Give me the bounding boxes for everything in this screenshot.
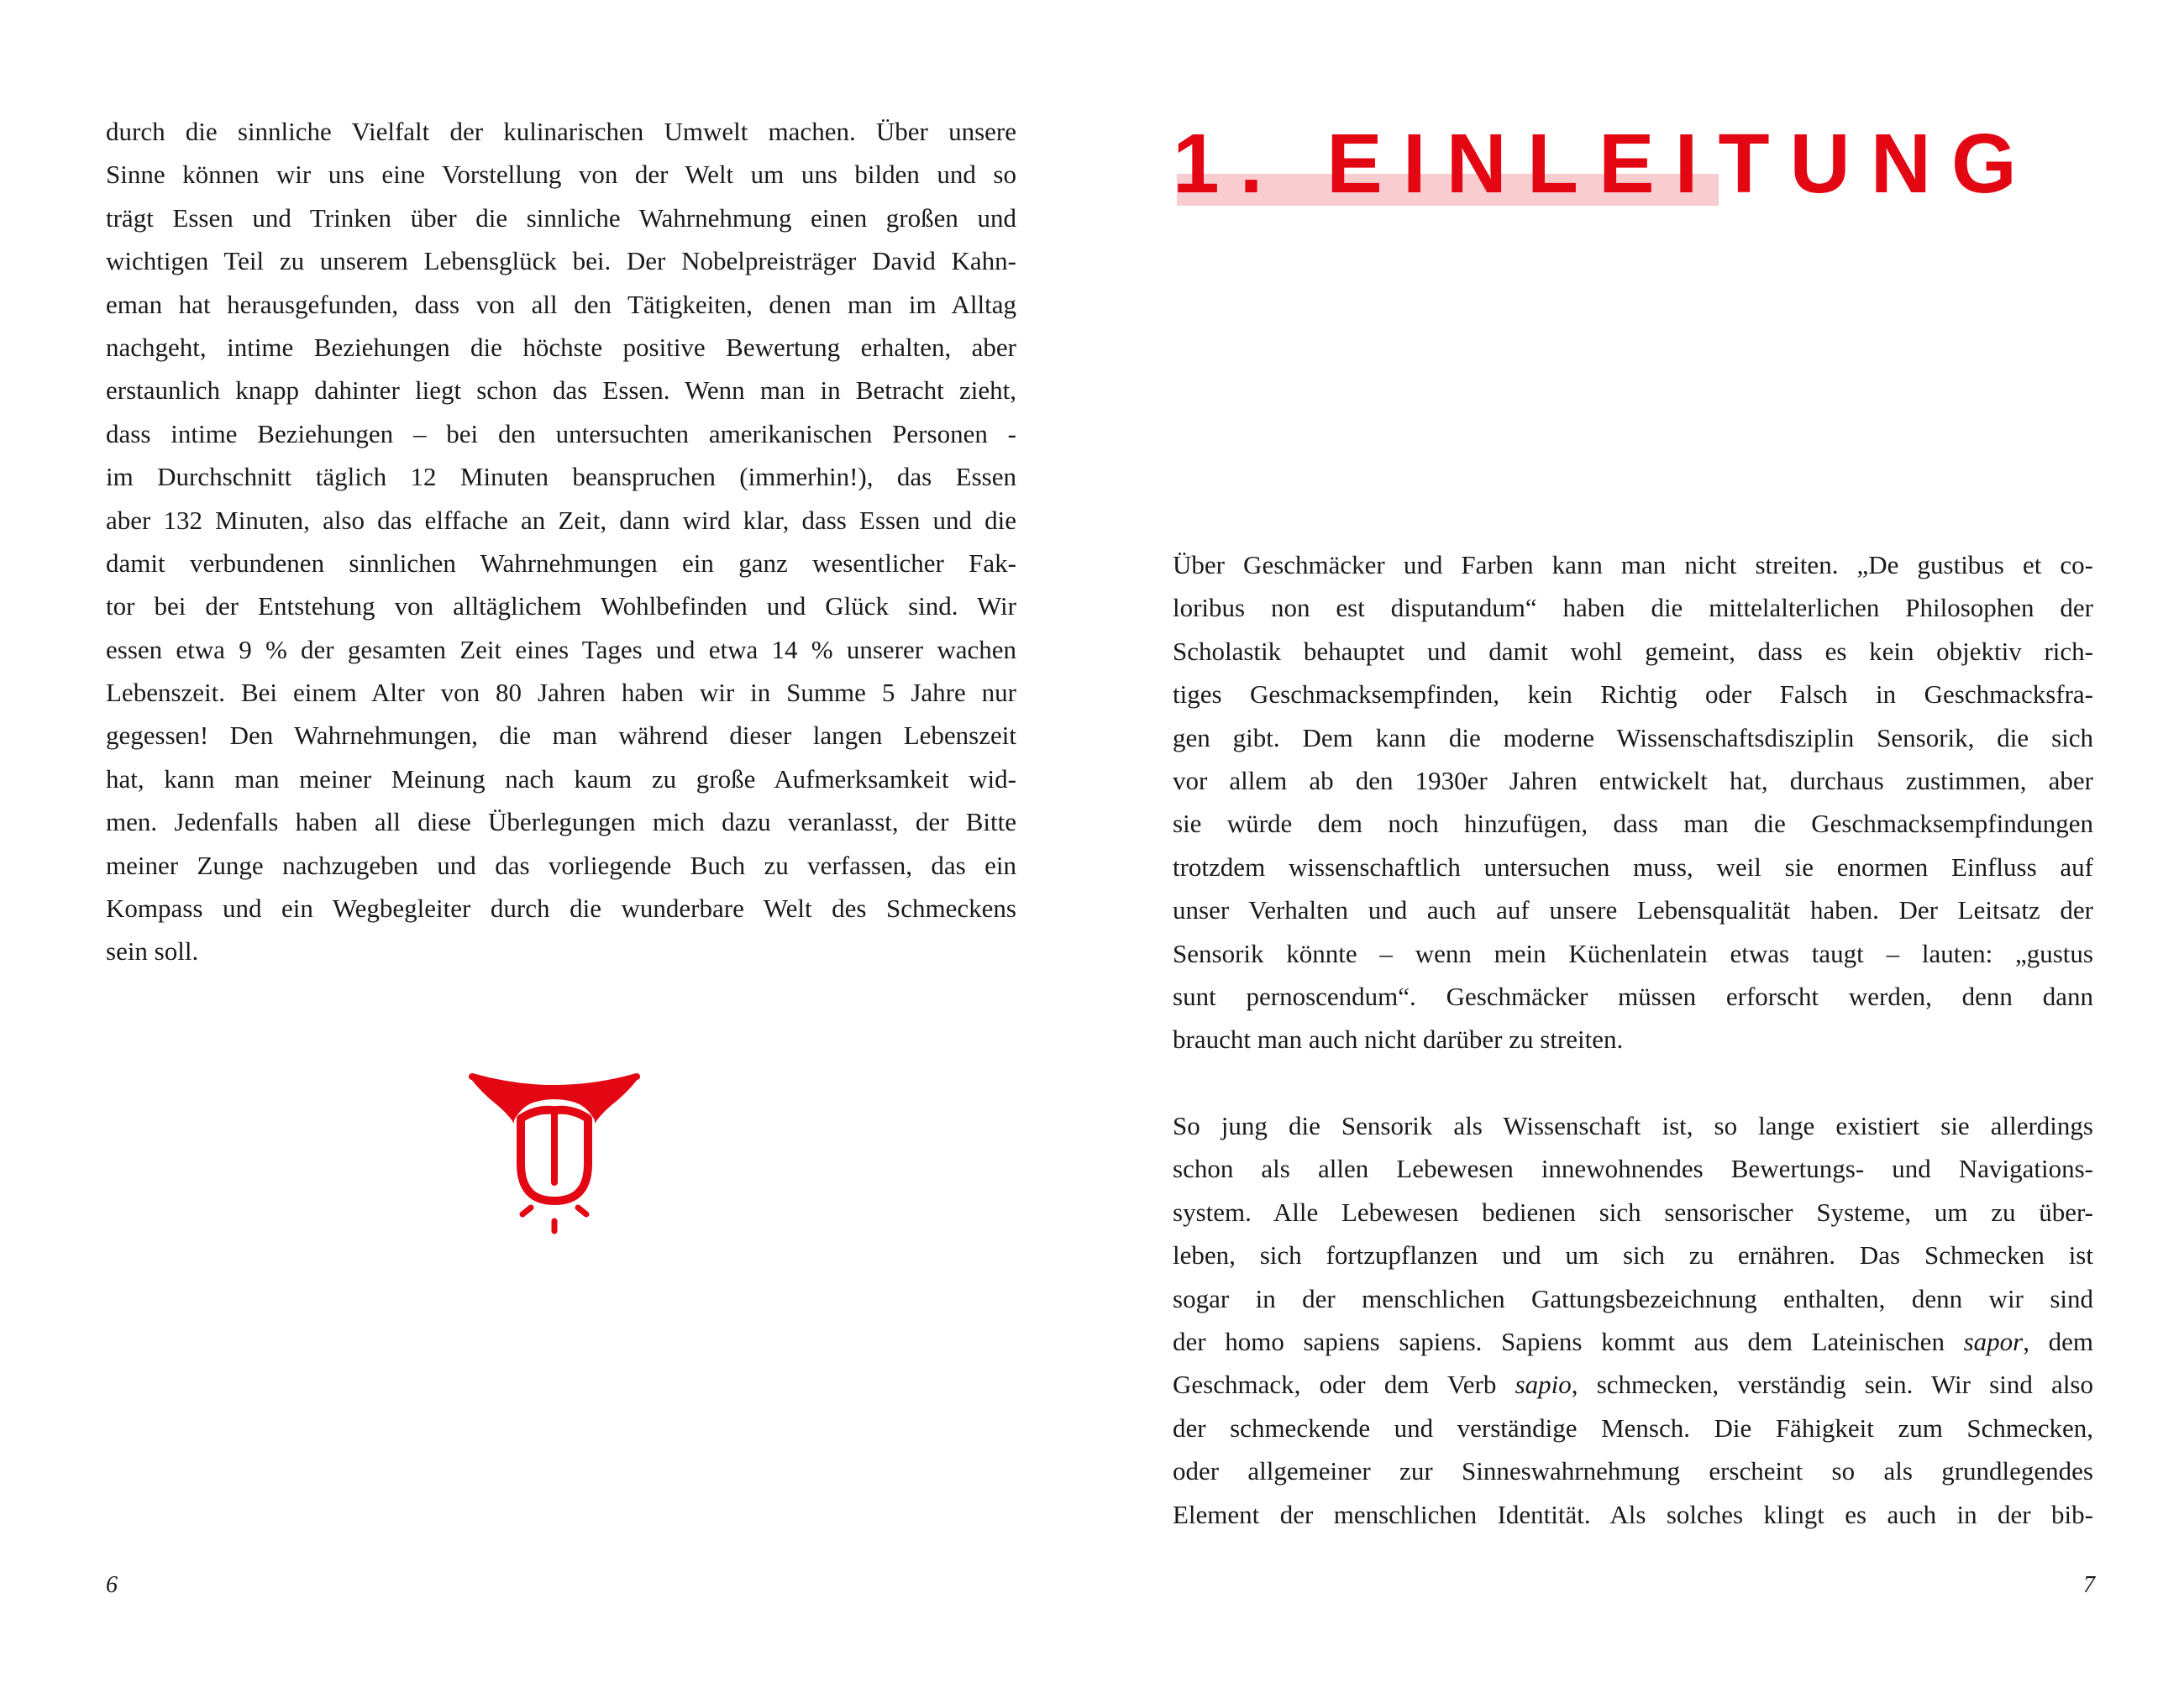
- text-line: Sensorik könnte – wenn mein Küchenlatein etwas taugt – lauten: „gustus: [1173, 938, 2093, 968]
- text-line: tor bei der Entstehung von alltäglichem Wohlbefinden und Glück sind. Wir: [106, 591, 1016, 621]
- text-line: sogar in der menschlichen Gattungsbezeichnung enthalten, denn wir sind: [1173, 1283, 2093, 1313]
- text-line: Sinne können wir uns eine Vorstellung von der Welt um uns bilden und so: [106, 160, 1016, 190]
- text-line: trotzdem wissenschaftlich untersuchen muss, weil sie enormen Einfluss auf: [1173, 852, 2093, 882]
- text-line: aber 132 Minuten, also das elffache an Zeit, dann wird klar, dass Essen und die: [106, 505, 1016, 535]
- text-line: system. Alle Lebewesen bedienen sich sensorischer Systeme, um zu über-: [1173, 1197, 2093, 1227]
- text-line: schon als allen Lebewesen innewohnendes Bewertungs- und Navigations-: [1173, 1154, 2093, 1184]
- text-line: men. Jedenfalls haben all diese Überlegungen mich dazu veranlasst, der Bitte: [106, 807, 1016, 837]
- text-line: braucht man auch nicht darüber zu streiten.: [1173, 1025, 1624, 1055]
- tongue-icon: [469, 1072, 640, 1236]
- text-segment: , dem: [2023, 1327, 2093, 1357]
- text-line: loribus non est disputandum“ haben die mittelalterlichen Philosophen der: [1173, 593, 2093, 623]
- text-line: Lebenszeit. Bei einem Alter von 80 Jahren haben wir in Summe 5 Jahre nur: [106, 678, 1016, 708]
- right-page: [1092, 0, 2184, 1698]
- text-line: Element der menschlichen Identität. Als solches klingt es auch in der bib-: [1173, 1499, 2093, 1529]
- chapter-title: 1. EINLEITUNG: [1173, 117, 2037, 211]
- text-line: eman hat herausgefunden, dass von all den Tätigkeiten, denen man im Alltag: [106, 289, 1016, 319]
- text-line: hat, kann man meiner Meinung nach kaum zu große Aufmerksamkeit wid-: [106, 763, 1016, 794]
- text-line-sapio: [1173, 1363, 2093, 1406]
- paragraph-gap: [1173, 1061, 2093, 1104]
- text-line: Kompass und ein Wegbegleiter durch die wunderbare Welt des Schmeckens: [106, 894, 1016, 924]
- page-number: 6: [106, 1572, 118, 1598]
- chapter-heading: [1173, 109, 2037, 218]
- text-line: sein soll.: [106, 936, 199, 967]
- text-line: Über Geschmäcker und Farben kann man nicht streiten. „De gustibus et co-: [1173, 550, 2093, 579]
- text-line: der schmeckende und verständige Mensch. Die Fähigkeit zum Schmecken,: [1173, 1412, 2093, 1443]
- text-line: vor allem ab den 1930er Jahren entwickelt hat, durchaus zustimmen, aber: [1173, 765, 2093, 795]
- text-line: essen etwa 9 % der gesamten Zeit eines Tages und etwa 14 % unserer wachen: [106, 634, 1016, 664]
- text-line: sunt pernoscendum“. Geschmäcker müssen erforscht werden, denn dann: [1173, 981, 2093, 1011]
- text-line: gen gibt. Dem kann die moderne Wissenschaftsdisziplin Sensorik, die sich: [1173, 722, 2093, 752]
- text-line: erstaunlich knapp dahinter liegt schon das Essen. Wenn man in Betracht zieht,: [106, 375, 1016, 406]
- text-segment: , schmecken, verständig sein. Wir sind also: [1571, 1370, 2093, 1400]
- text-segment: der homo sapiens sapiens. Sapiens kommt aus dem Lateinischen: [1173, 1327, 1964, 1357]
- text-line: Scholastik behauptet und damit wohl gemeint, dass es kein objektiv rich-: [1173, 636, 2093, 666]
- text-line-sapor: [1173, 1320, 2093, 1363]
- text-line: oder allgemeiner zur Sinneswahrnehmung erscheint so als grundlegendes: [1173, 1456, 2093, 1486]
- text-line: trägt Essen und Trinken über die sinnliche Wahrnehmung einen großen und: [106, 202, 1016, 233]
- text-line: dass intime Beziehungen – bei den untersuchten amerikanischen Personen -: [106, 418, 1016, 448]
- text-line: gegessen! Den Wahrnehmungen, die man während dieser langen Lebenszeit: [106, 721, 1016, 751]
- text-line: durch die sinnliche Vielfalt der kulinarischen Umwelt machen. Über unsere: [106, 117, 1016, 146]
- italic-term-sapio: sapio: [1515, 1370, 1572, 1400]
- text-segment: Geschmack, oder dem Verb: [1173, 1370, 1515, 1400]
- text-line: So jung die Sensorik als Wissenschaft ist, so lange existiert sie allerdings: [1173, 1111, 2093, 1141]
- text-line: wichtigen Teil zu unserem Lebensglück bei. Der Nobelpreisträger David Kahn-: [106, 246, 1016, 276]
- text-line: leben, sich fortzupflanzen und um sich zu ernähren. Das Schmecken ist: [1173, 1240, 2093, 1271]
- italic-term-sapor: sapor: [1963, 1327, 2024, 1357]
- text-line: im Durchschnitt täglich 12 Minuten beanspruchen (immerhin!), das Essen: [106, 462, 1016, 492]
- text-line: nachgeht, intime Beziehungen die höchste positive Bewertung erhalten, aber: [106, 332, 1016, 362]
- text-line: sie würde dem noch hinzufügen, dass man die Geschmacksempfindungen: [1173, 809, 2093, 839]
- text-line: meiner Zunge nachzugeben und das vorliegende Buch zu verfassen, das ein: [106, 850, 1016, 880]
- text-line: damit verbundenen sinnlichen Wahrnehmungen ein ganz wesentlicher Fak-: [106, 548, 1016, 578]
- right-body-text: [1173, 543, 2093, 1536]
- text-line: unser Verhalten und auch auf unsere Lebensqualität haben. Der Leitsatz der: [1173, 895, 2093, 925]
- page-number: 7: [2083, 1572, 2095, 1598]
- left-body-text: [106, 110, 1016, 973]
- text-line: tiges Geschmacksempfinden, kein Richtig oder Falsch in Geschmacksfra-: [1173, 679, 2093, 710]
